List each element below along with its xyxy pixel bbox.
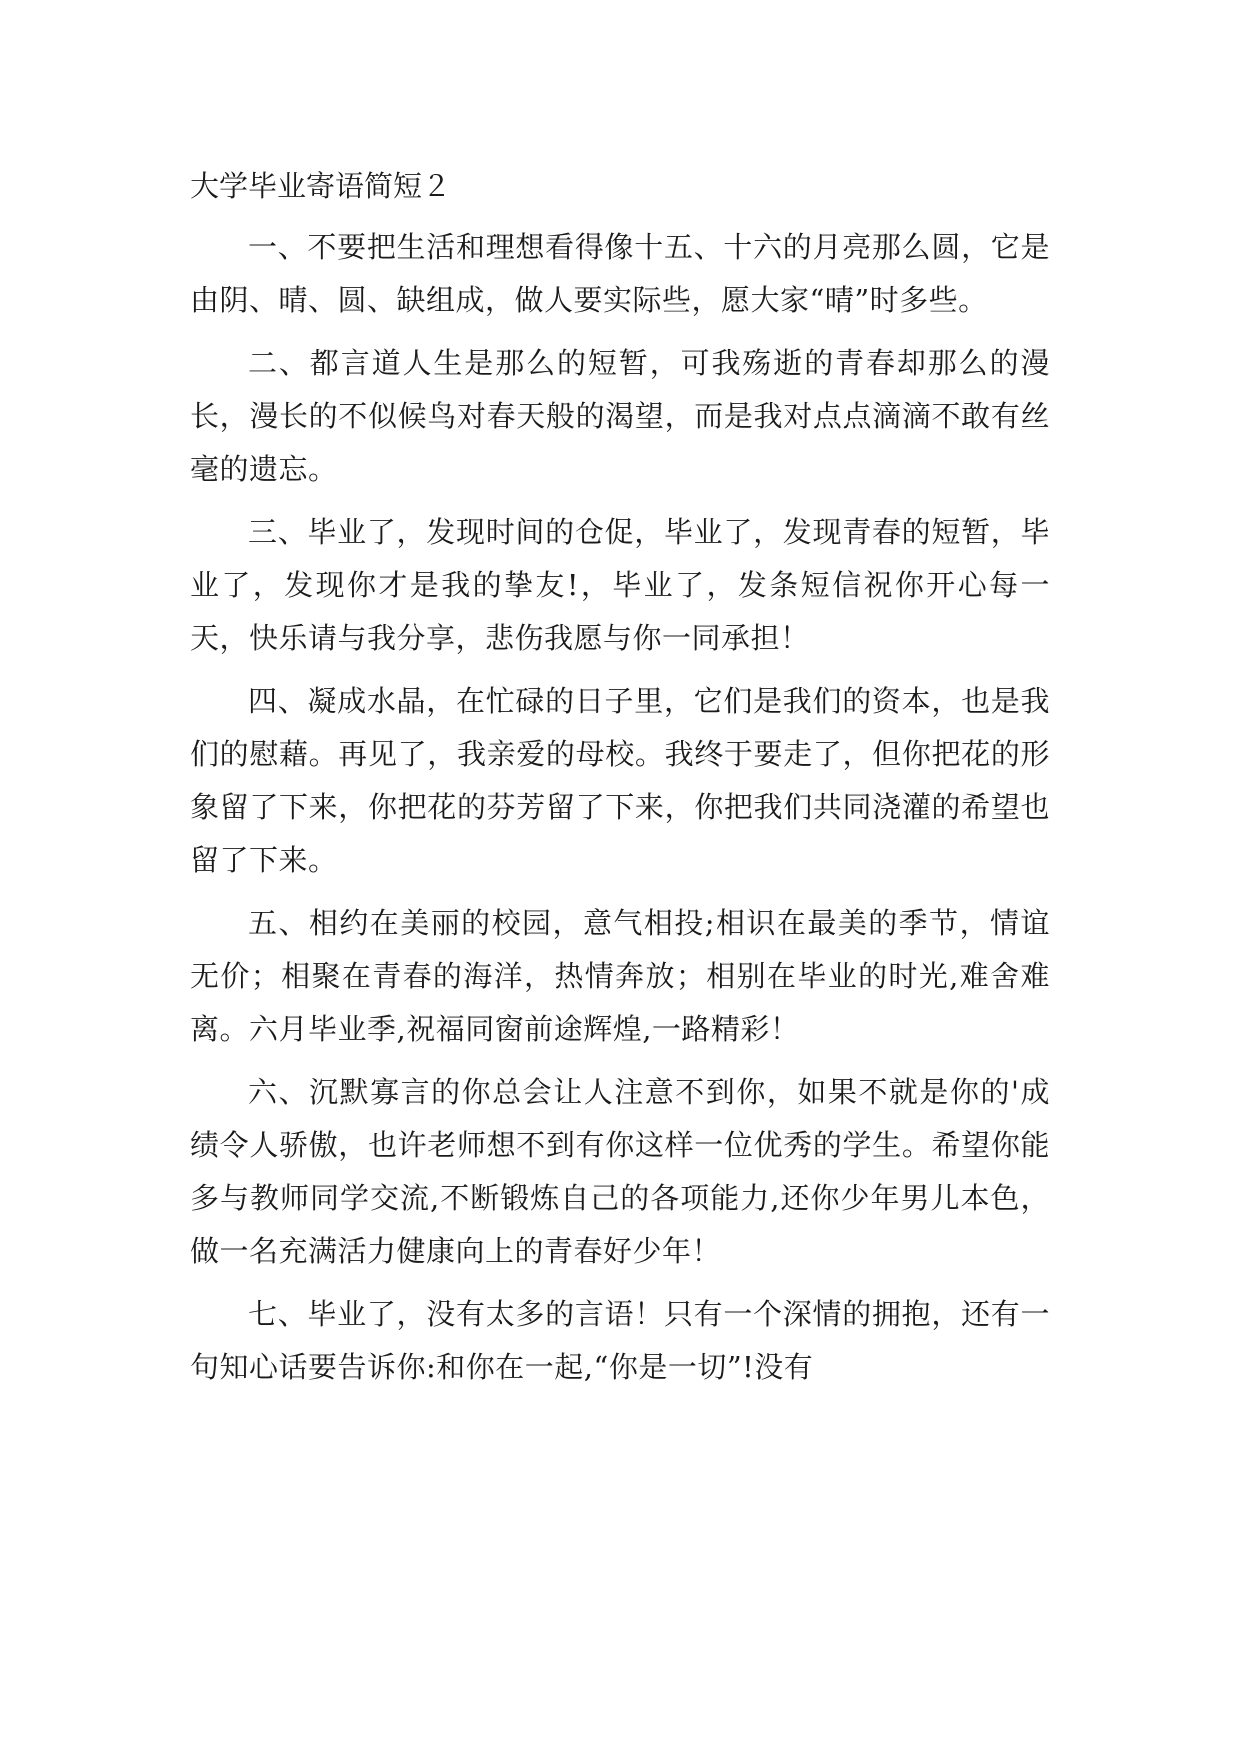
document-title: 大学毕业寄语简短２ [190,169,452,203]
paragraph-1: 一、不要把生活和理想看得像十五、十六的月亮那么圆，它是由阴、晴、圆、缺组成，做人要实际些，愿大家“晴”时多些。 [190,230,1050,317]
paragraph-7: 七、毕业了，没有太多的言语！只有一个深情的拥抱，还有一句知心话要告诉你:和你在一起,“你是一切”!没有 [190,1297,1050,1384]
paragraph-2: 二、都言道人生是那么的短暂，可我殇逝的青春却那么的漫长，漫长的不似候鸟对春天般的渴望，而是我对点点滴滴不敢有丝毫的遗忘。 [190,346,1050,486]
paragraph-3: 三、毕业了，发现时间的仓促，毕业了，发现青春的短暂，毕业了，发现你才是我的挚友!，毕业了，发条短信祝你开心每一天，快乐请与我分享，悲伤我愿与你一同承担！ [190,515,1050,655]
document-body [190,160,1050,1404]
paragraph-4: 四、凝成水晶，在忙碌的日子里，它们是我们的资本，也是我们的慰藉。再见了，我亲爱的母校。我终于要走了，但你把花的形象留了下来，你把花的芬芳留了下来，你把我们共同浇灌的希望也留了下来。 [190,684,1050,877]
paragraph-5: 五、相约在美丽的校园，意气相投;相识在最美的季节，情谊无价；相聚在青春的海洋，热情奔放；相别在毕业的时光,难舍难离。六月毕业季,祝福同窗前途辉煌,一路精彩！ [190,906,1050,1046]
paragraph-6: 六、沉默寡言的你总会让人注意不到你，如果不就是你的'成绩令人骄傲，也许老师想不到有你这样一位优秀的学生。希望你能多与教师同学交流,不断锻炼自己的各项能力,还你少年男儿本色，做一名充满活力健康向上的青春好少年！ [190,1075,1050,1268]
